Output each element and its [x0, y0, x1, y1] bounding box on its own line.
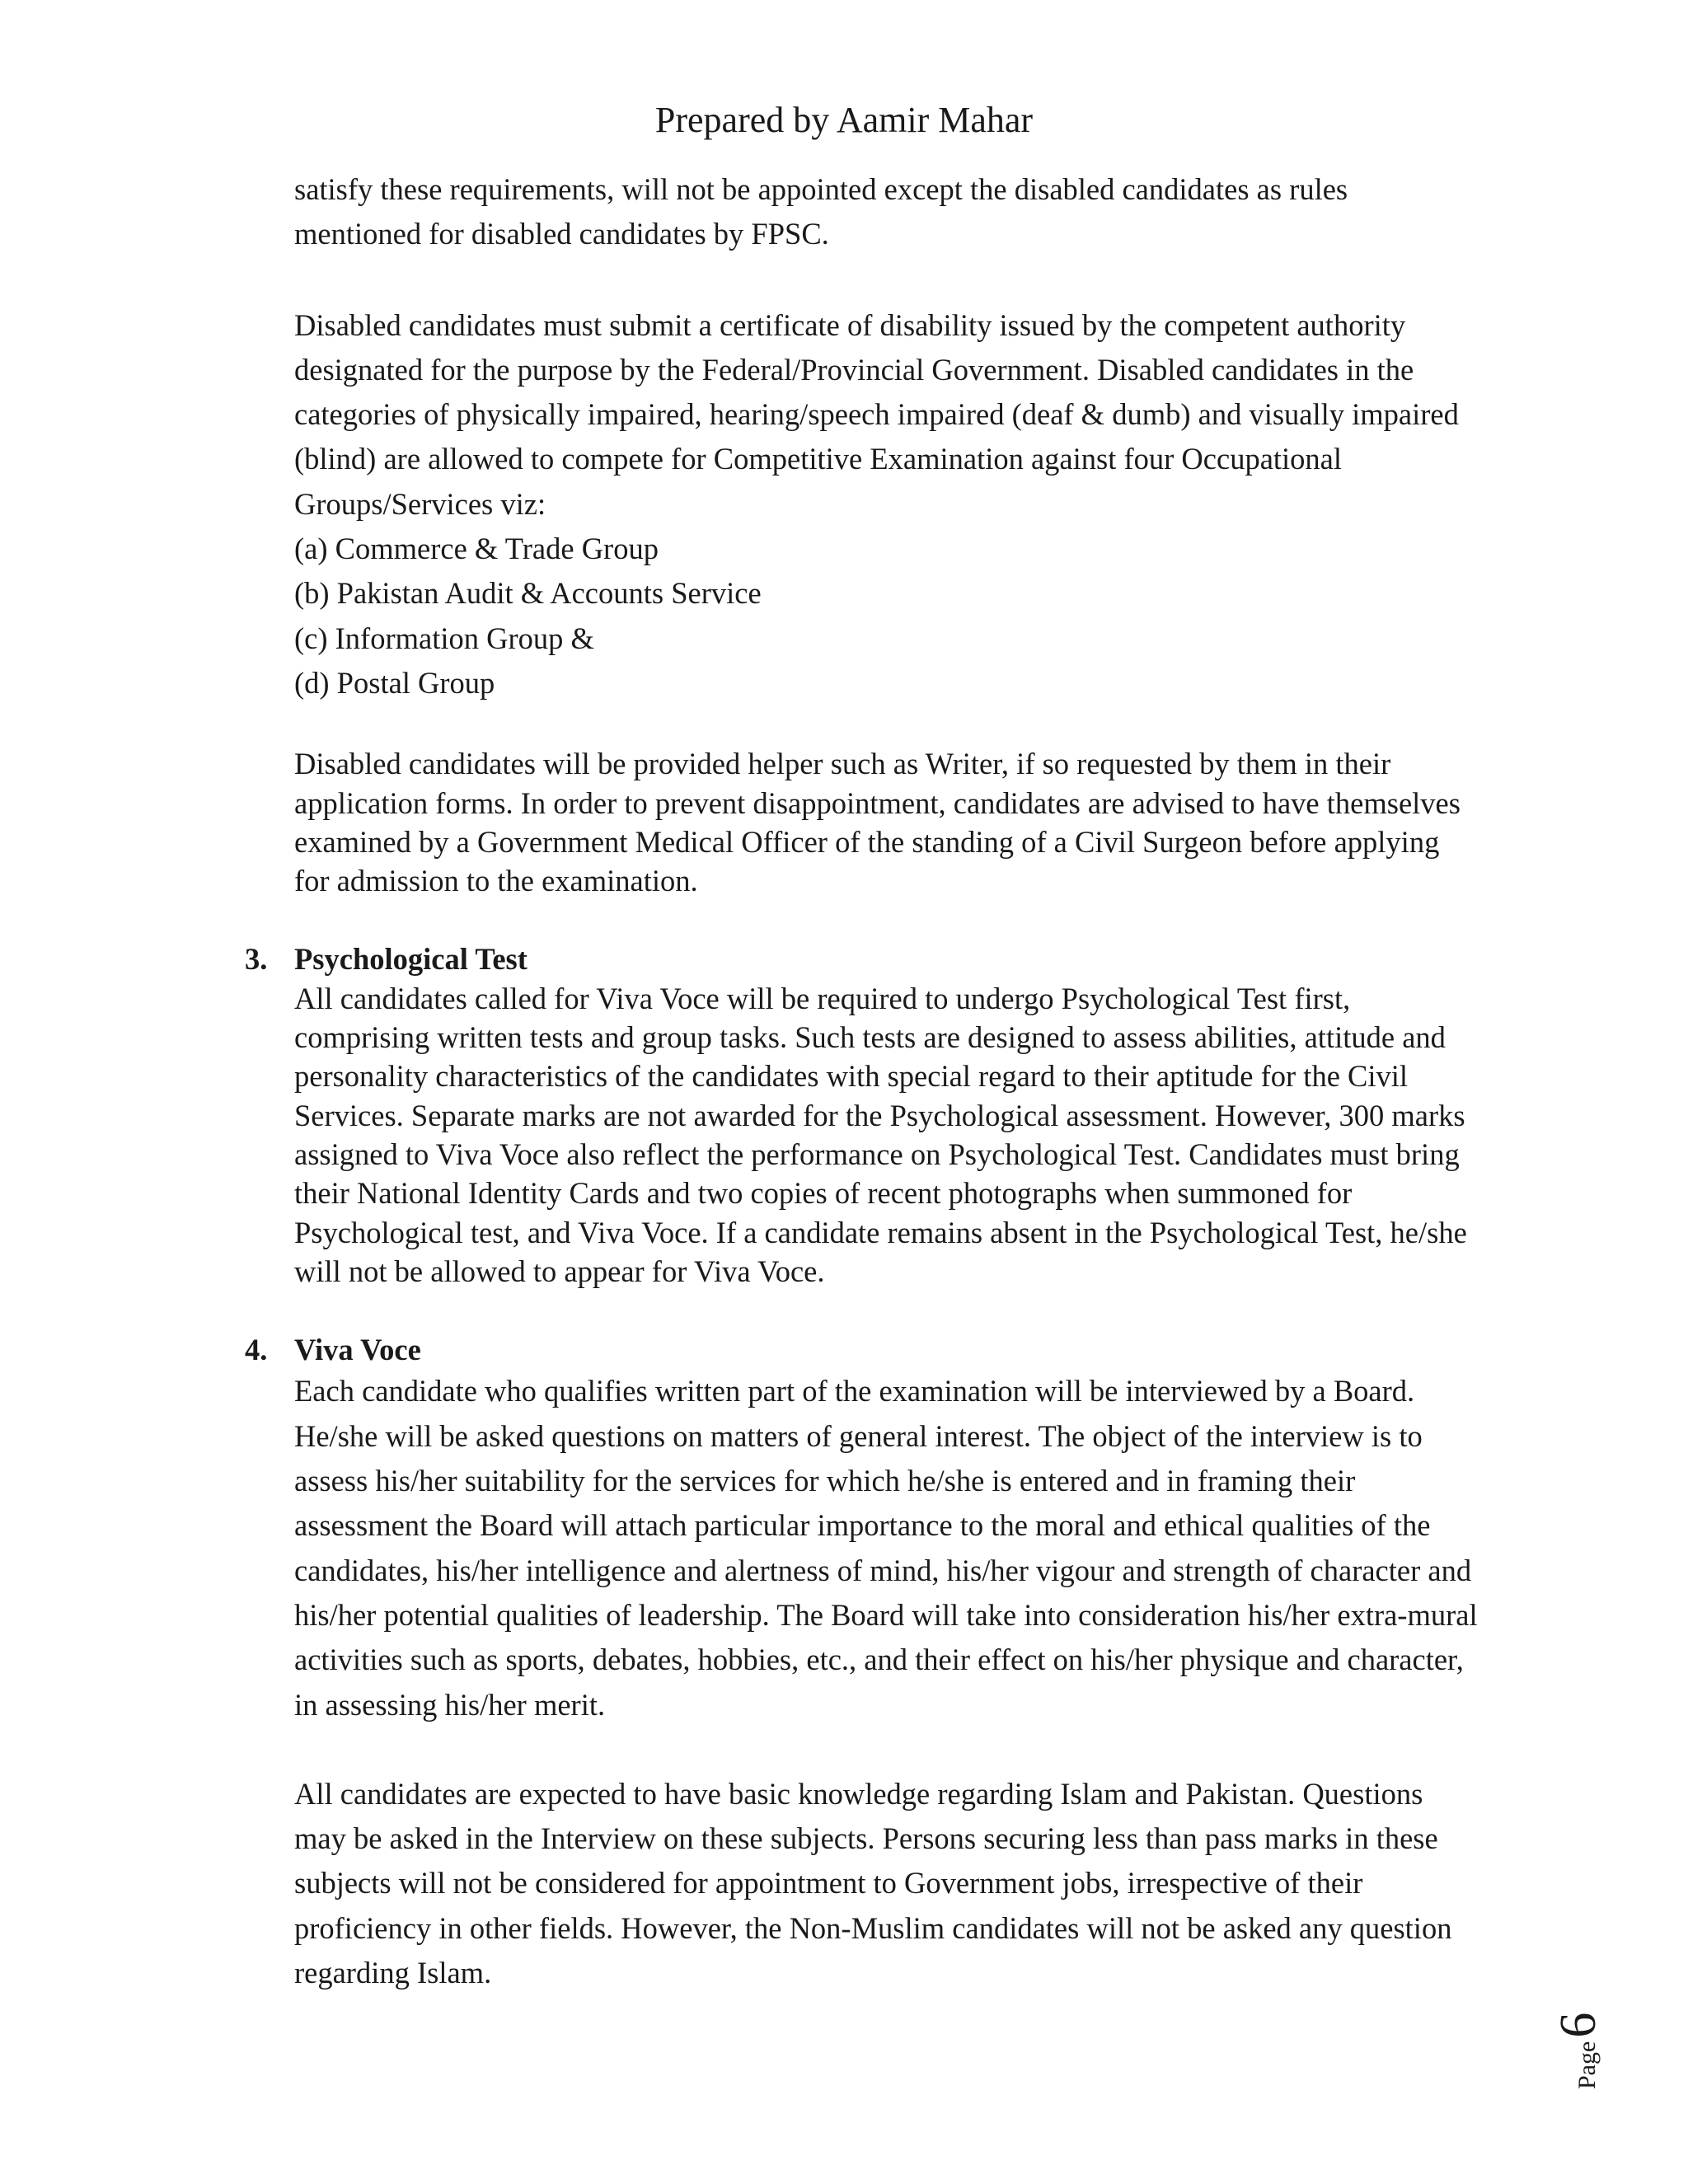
disabled-candidates-paragraph: Disabled candidates must submit a certificate of disability issued by the competent authority designated for the purpose by the Federal/Provincial Government. Disabled candidates in the categories of physically impaired, hearing/speech impaired (deaf & dumb) and visually impaired (blind) are allowed to compete for Competitive Examination against four Occupational Groups/Services viz:: [294, 307, 1459, 521]
list-item: (b) Pakistan Audit & Accounts Service: [294, 576, 762, 611]
section-viva-voce: [245, 1330, 1481, 1995]
continuation-paragraph: satisfy these requirements, will not be appointed except the disabled candidates as rules mentioned for disabled candidates by FPSC.: [294, 172, 1348, 251]
section-number: 3.: [245, 942, 268, 977]
section-body: All candidates called for Viva Voce will be required to undergo Psychological Test first, comprising written tests and group tasks. Such tests are designed to assess abilities, attitude and personality characteristics of the candidates with special regard to their aptitude for the Civil Services. Separate marks are not awarded for the Psychological assessment. However, 300 marks assigned to Viva Voce also reflect the performance on Psychological Test. Candidates must bring their National Identity Cards and two copies of recent photographs when summoned for Psychological test, and Viva Voce. If a candidate remains absent in the Psychological Test, he/she will not be allowed to appear for Viva Voce.: [294, 981, 1467, 1288]
occupational-groups-list: [294, 527, 1481, 705]
list-item: (c) Information Group &: [294, 621, 594, 655]
helper-paragraph: Disabled candidates will be provided helper such as Writer, if so requested by them in their application forms. In order to prevent disappointment, candidates are advised to have themselves examined by a Government Medical Officer of the standing of a Civil Surgeon before applying for admission to the examination.: [294, 747, 1461, 898]
page-footer: [1550, 1974, 1657, 2097]
list-item: (d) Postal Group: [294, 665, 495, 700]
page-header: [0, 96, 1688, 145]
spacer: [294, 900, 1481, 940]
header-title: Prepared by Aamir Mahar: [654, 100, 1034, 140]
page-label: Page: [1573, 2041, 1601, 2089]
spacer: [294, 705, 1481, 744]
section-psychological-test: [245, 940, 1481, 1291]
page-indicator: [1550, 2013, 1608, 2089]
page-number: 6: [1550, 2012, 1606, 2038]
section-number: 4.: [245, 1333, 268, 1367]
section-extra-paragraph: All candidates are expected to have basic knowledge regarding Islam and Pakistan. Questions may be asked in the Interview on these subjects. Persons securing less than pass marks in these subjects will not be considered for appointment to Government jobs, irrespective of their proficiency in other fields. However, the Non-Muslim candidates will not be asked any question regarding Islam.: [294, 1776, 1452, 1990]
spacer: [294, 257, 1481, 303]
section-body: Each candidate who qualifies written part of the examination will be interviewed by a Board. He/she will be asked questions on matters of general interest. The object of the interview is to assess his/her suitability for the services for which he/she is entered and in framing their assessment the Board will attach particular importance to the moral and ethical qualities of the candidates, his/her intelligence and alertness of mind, his/her vigour and strength of character and his/her potential qualities of leadership. The Board will take into consideration his/her extra-mural activities such as sports, debates, hobbies, etc., and their effect on his/her physique and character, in assessing his/her merit.: [294, 1374, 1478, 1722]
spacer: [294, 1727, 1481, 1772]
document-body: [245, 167, 1481, 1995]
section-title: Viva Voce: [294, 1333, 421, 1367]
spacer: [294, 1291, 1481, 1330]
section-title: Psychological Test: [294, 942, 528, 977]
list-item: (a) Commerce & Trade Group: [294, 532, 659, 566]
